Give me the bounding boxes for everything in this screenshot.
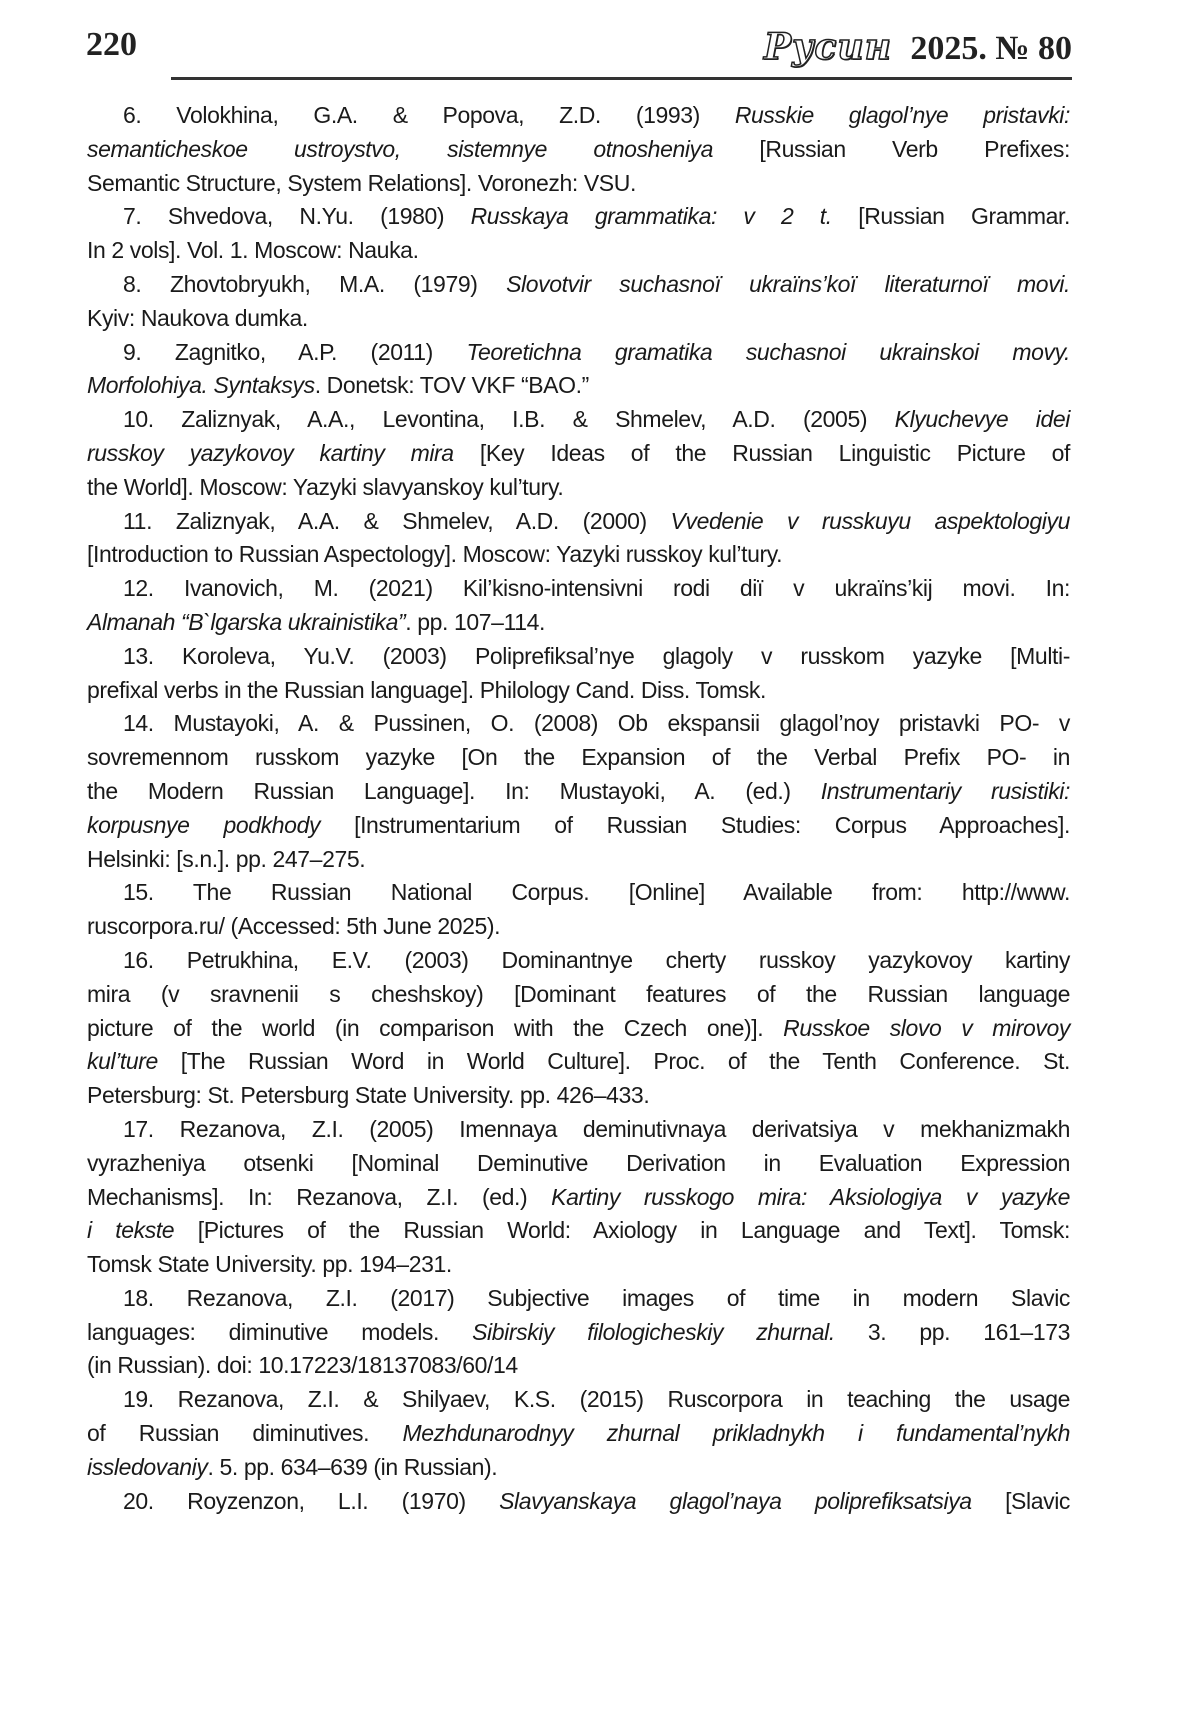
page-number: 220 bbox=[86, 26, 137, 63]
reference-text: languages: diminutive models. bbox=[87, 1318, 473, 1345]
reference-text: the Modern Russian Language]. In: Mustayoki, A. (ed.) bbox=[87, 777, 821, 804]
header-rule bbox=[171, 77, 1072, 80]
reference-text: [Pictures of the Russian World: Axiology in Language and Text]. Tomsk: bbox=[174, 1217, 1070, 1244]
reference-text: prefixal verbs in the Russian language]. Philology Cand. Diss. Tomsk. bbox=[87, 676, 766, 703]
reference-text: 7. Shvedova, N.Yu. (1980) bbox=[123, 203, 471, 230]
reference-line bbox=[87, 1485, 1070, 1519]
reference-text: (in Russian). doi: 10.17223/18137083/60/14 bbox=[87, 1352, 518, 1379]
reference-text: the World]. Moscow: Yazyki slavyanskoy kul’tury. bbox=[87, 473, 564, 500]
reference-title-italic: Mezhdunarodnyy zhurnal prikladnykh i fundamental’nykh bbox=[402, 1420, 1070, 1447]
reference-line bbox=[87, 1147, 1070, 1181]
reference-text: . pp. 107–114. bbox=[405, 608, 546, 635]
reference-item bbox=[87, 707, 1070, 876]
reference-title-italic: Russkie glagol’nye pristavki: bbox=[734, 102, 1070, 128]
reference-line bbox=[87, 1349, 1070, 1383]
reference-item bbox=[87, 268, 1070, 336]
issue-number: 2025. № 80 bbox=[910, 30, 1072, 67]
reference-text: 9. Zagnitko, A.P. (2011) bbox=[123, 338, 467, 365]
reference-title-italic: Slavyanskaya glagol’naya poliprefiksatsiya bbox=[499, 1487, 972, 1514]
reference-text: [Key Ideas of the Russian Linguistic Picture of bbox=[453, 439, 1071, 466]
reference-text: Petersburg: St. Petersburg State University. pp. 426–433. bbox=[87, 1082, 650, 1109]
reference-item bbox=[87, 876, 1070, 944]
reference-item bbox=[87, 336, 1070, 404]
reference-item bbox=[87, 1383, 1070, 1484]
reference-title-italic: i tekste bbox=[87, 1217, 175, 1244]
reference-title-italic: Sibirskiy filologicheskiy zhurnal. bbox=[472, 1318, 835, 1345]
reference-line bbox=[87, 1079, 1070, 1113]
reference-item bbox=[87, 200, 1070, 268]
reference-line bbox=[87, 268, 1070, 302]
reference-line bbox=[87, 1451, 1070, 1485]
reference-text: Helsinki: [s.n.]. pp. 247–275. bbox=[87, 845, 366, 872]
reference-line bbox=[87, 369, 1070, 403]
reference-line bbox=[87, 336, 1070, 370]
reference-item bbox=[87, 1113, 1070, 1282]
reference-line bbox=[87, 99, 1070, 133]
reference-text: [The Russian Word in World Culture]. Proc. of the Tenth Conference. St. bbox=[157, 1048, 1070, 1075]
reference-title-italic: Kartiny russkogo mira: Aksiologiya v yazyke bbox=[551, 1183, 1070, 1210]
reference-line bbox=[87, 1316, 1070, 1350]
reference-title-italic: semanticheskoe ustroystvo, sistemnye otnosheniya bbox=[87, 135, 714, 162]
reference-line bbox=[87, 1417, 1070, 1451]
reference-title-italic: Slovotvir suchasnoï ukraïns’koï literaturnoï movi. bbox=[506, 270, 1070, 297]
reference-text: 13. Koroleva, Yu.V. (2003) Poliprefiksal’nye glagoly v russkom yazyke [Multi- bbox=[123, 642, 1070, 669]
reference-line bbox=[87, 978, 1070, 1012]
reference-item bbox=[87, 572, 1070, 640]
reference-title-italic: kul’ture bbox=[87, 1048, 158, 1075]
reference-title-italic: russkoy yazykovoy kartiny mira bbox=[87, 439, 454, 466]
reference-line bbox=[87, 1248, 1070, 1282]
reference-line bbox=[87, 674, 1070, 708]
reference-line bbox=[87, 1045, 1070, 1079]
reference-text: sovremennom russkom yazyke [On the Expansion of the Verbal Prefix PO- in bbox=[87, 744, 1070, 771]
reference-text: In 2 vols]. Vol. 1. Moscow: Nauka. bbox=[87, 237, 419, 264]
reference-text: . Donetsk: TOV VKF “BAO.” bbox=[314, 372, 589, 399]
reference-line bbox=[87, 505, 1070, 539]
reference-line bbox=[87, 1012, 1070, 1046]
reference-text: 16. Petrukhina, E.V. (2003) Dominantnye cherty russkoy yazykovoy kartiny bbox=[123, 946, 1070, 973]
reference-line bbox=[87, 809, 1070, 843]
reference-item bbox=[87, 944, 1070, 1113]
reference-item bbox=[87, 99, 1070, 200]
reference-text: mira (v sravnenii s cheshskoy) [Dominant features of the Russian language bbox=[87, 980, 1070, 1007]
reference-line bbox=[87, 471, 1070, 505]
reference-line bbox=[87, 775, 1070, 809]
reference-title-italic: Klyuchevye idei bbox=[894, 406, 1070, 433]
reference-line bbox=[87, 640, 1070, 674]
reference-line bbox=[87, 1214, 1070, 1248]
reference-line bbox=[87, 707, 1070, 741]
reference-title-italic: Almanah “B`lgarska ukrainistika” bbox=[87, 608, 406, 635]
reference-line bbox=[87, 437, 1070, 471]
reference-text: vyrazheniya otsenki [Nominal Deminutive Derivation in Evaluation Expression bbox=[87, 1149, 1070, 1176]
reference-line bbox=[87, 538, 1070, 572]
reference-text: of Russian diminutives. bbox=[87, 1420, 403, 1447]
reference-line bbox=[87, 167, 1070, 201]
reference-text: ruscorpora.ru/ (Accessed: 5th June 2025). bbox=[87, 913, 501, 940]
reference-title-italic: Instrumentariy rusistiki: bbox=[820, 777, 1070, 804]
reference-item bbox=[87, 1282, 1070, 1383]
reference-line bbox=[87, 843, 1070, 877]
reference-text: [Introduction to Russian Aspectology]. Moscow: Yazyki russkoy kul’tury. bbox=[87, 541, 783, 568]
reference-line bbox=[87, 1282, 1070, 1316]
reference-title-italic: Russkaya grammatika: v 2 t. bbox=[470, 203, 832, 230]
reference-text: 11. Zaliznyak, A.A. & Shmelev, A.D. (2000) bbox=[123, 507, 671, 534]
reference-title-italic: Vvedenie v russkuyu aspektologiyu bbox=[670, 507, 1070, 534]
reference-text: Mechanisms]. In: Rezanova, Z.I. (ed.) bbox=[87, 1183, 552, 1210]
reference-item bbox=[87, 403, 1070, 504]
reference-title-italic: Teoretichna gramatika suchasnoi ukrainskoi movy. bbox=[466, 338, 1071, 365]
reference-line bbox=[87, 741, 1070, 775]
reference-text: 6. Volokhina, G.A. & Popova, Z.D. (1993) bbox=[123, 102, 735, 128]
running-head bbox=[764, 26, 1072, 68]
reference-line bbox=[87, 572, 1070, 606]
reference-text: [Slavic bbox=[971, 1487, 1071, 1514]
reference-text: 3. pp. 161–173 bbox=[834, 1318, 1070, 1345]
reference-text: 18. Rezanova, Z.I. (2017) Subjective images of time in modern Slavic bbox=[123, 1284, 1070, 1311]
reference-text: 12. Ivanovich, M. (2021) Kil’kisno-intensivni rodi diï v ukraïns’kij movi. In: bbox=[123, 575, 1070, 602]
reference-text: 17. Rezanova, Z.I. (2005) Imennaya deminutivnaya derivatsiya v mekhanizmakh bbox=[123, 1115, 1070, 1142]
reference-text: . 5. pp. 634–639 (in Russian). bbox=[207, 1453, 498, 1480]
reference-text: 19. Rezanova, Z.I. & Shilyaev, K.S. (2015) Ruscorpora in teaching the usage bbox=[123, 1386, 1070, 1413]
reference-line bbox=[87, 944, 1070, 978]
reference-text: Semantic Structure, System Relations]. Voronezh: VSU. bbox=[87, 169, 636, 196]
reference-text: 15. The Russian National Corpus. [Online] Available from: http://www. bbox=[123, 879, 1070, 906]
reference-line bbox=[87, 302, 1070, 336]
reference-line bbox=[87, 606, 1070, 640]
reference-title-italic: Morfolohiya. Syntaksys bbox=[87, 372, 315, 399]
reference-line bbox=[87, 200, 1070, 234]
reference-line bbox=[87, 876, 1070, 910]
reference-text: 10. Zaliznyak, A.A., Levontina, I.B. & Shmelev, A.D. (2005) bbox=[123, 406, 895, 433]
reference-text: 20. Royzenzon, L.I. (1970) bbox=[123, 1487, 500, 1514]
reference-text: Kyiv: Naukova dumka. bbox=[87, 304, 308, 331]
reference-line bbox=[87, 133, 1070, 167]
reference-item bbox=[87, 640, 1070, 708]
reference-text: [Instrumentarium of Russian Studies: Corpus Approaches]. bbox=[320, 811, 1071, 838]
reference-title-italic: issledovaniy bbox=[87, 1453, 208, 1480]
reference-title-italic: Russkoe slovo v mirovoy bbox=[783, 1014, 1070, 1041]
reference-item bbox=[87, 1485, 1070, 1519]
reference-text: picture of the world (in comparison with the Czech one)]. bbox=[87, 1014, 784, 1041]
reference-text: [Russian Grammar. bbox=[831, 203, 1070, 230]
reference-list bbox=[87, 99, 1070, 1518]
reference-line bbox=[87, 403, 1070, 437]
reference-item bbox=[87, 505, 1070, 573]
reference-title-italic: korpusnye podkhody bbox=[87, 811, 321, 838]
reference-line bbox=[87, 1383, 1070, 1417]
journal-title: Русин bbox=[763, 26, 892, 68]
reference-line bbox=[87, 1113, 1070, 1147]
reference-line bbox=[87, 910, 1070, 944]
reference-text: [Russian Verb Prefixes: bbox=[713, 135, 1071, 162]
reference-text: Tomsk State University. pp. 194–231. bbox=[87, 1251, 452, 1278]
reference-text: 14. Mustayoki, A. & Pussinen, O. (2008) Ob ekspansii glagol’noy pristavki PO- v bbox=[123, 710, 1070, 737]
reference-line bbox=[87, 234, 1070, 268]
reference-text: 8. Zhovtobryukh, M.A. (1979) bbox=[123, 270, 507, 297]
reference-line bbox=[87, 1181, 1070, 1215]
